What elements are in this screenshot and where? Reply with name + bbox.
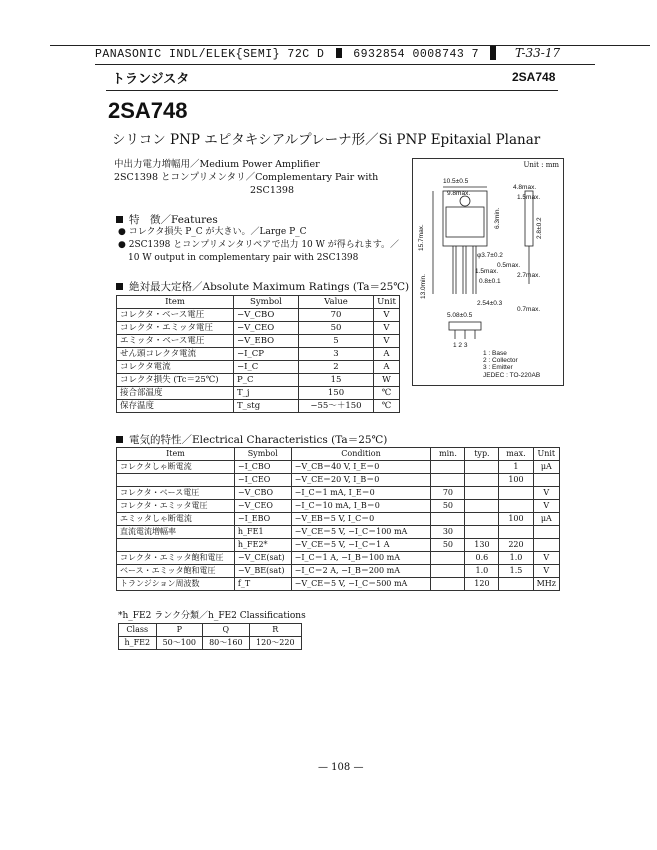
- pin-legend-emitter: 3 : Emitter: [483, 364, 513, 371]
- table-row: エミッタしゃ断電流 −I_EBO −V_EB＝5 V, I_C＝0 100 μA: [117, 513, 560, 526]
- abs-max-heading: 絶対最大定格／Absolute Maximum Ratings (Ta＝25℃): [116, 279, 409, 294]
- table-row: h_FE2* −V_CE＝5 V, −I_C＝1 A 50 130 220: [117, 539, 560, 552]
- dim-body-height: 6.3min.: [494, 207, 501, 229]
- table-row: −I_CEO −V_CE＝20 V, I_B＝0 100: [117, 474, 560, 487]
- header-line: [95, 48, 479, 61]
- unit-label: Unit : mm: [523, 161, 559, 169]
- table-row: コレクタ電流 −I_C 2 A: [117, 361, 400, 374]
- table-row: コレクタしゃ断電流 −I_CBO −V_CB＝40 V, I_E＝0 1 μA: [117, 461, 560, 474]
- features-heading: 特 徴／Features: [116, 212, 218, 227]
- application-line-2: 2SC1398 とコンプリメンタリ／Complementary Pair with: [114, 172, 379, 183]
- page-subtitle: シリコン PNP エピタキシアルプレーナ形／Si PNP Epitaxial Planar: [112, 132, 541, 148]
- dim-tab-height: 2.8±0.2: [536, 217, 543, 239]
- table-header-row: Class P Q R: [119, 624, 302, 637]
- dim-tab: 1.5max.: [517, 194, 541, 201]
- application-line-3: 2SC1398: [250, 185, 294, 196]
- table-row: コレクタ・ベース電圧 −V_CBO −I_C＝1 mA, I_E＝0 70 V: [117, 487, 560, 500]
- to220-package-drawing: [413, 159, 563, 385]
- dim-thickness: 4.8max.: [513, 184, 537, 191]
- feature-item: ● 2SC1398 とコンプリメンタリペアで出力 10 W が得られます。／: [118, 240, 400, 250]
- pin-legend-base: 1 : Base: [483, 350, 507, 357]
- dim-height-right: 2.7max.: [517, 272, 541, 279]
- dim-span: 5.08±0.5: [447, 312, 473, 319]
- table-row: コレクタ・エミッタ電圧 −V_CEO −I_C＝10 mA, I_B＝0 50 V: [117, 500, 560, 513]
- header-manufacturer: PANASONIC INDL/ELEK{SEMI} 72C D: [95, 48, 325, 61]
- table-row: コレクタ・ベース電圧 −V_CBO 70 V: [117, 309, 400, 322]
- features-list: [118, 226, 399, 265]
- page-number: — 108 —: [318, 762, 364, 773]
- title-rule: [106, 90, 558, 91]
- hfe-class-heading: *h_FE2 ランク分類／h_FE2 Classifications: [118, 611, 306, 621]
- dim-lead-shoulder: 1.5max.: [475, 268, 499, 275]
- page-title: 2SA748: [108, 98, 188, 123]
- abs-max-table: [116, 295, 400, 413]
- dim-lead-length: 13.0min.: [420, 274, 427, 299]
- dim-body-width: 9.8max.: [447, 190, 471, 197]
- header-rule-2: [95, 64, 595, 65]
- category-label: トランジスタ: [112, 71, 190, 86]
- table-row: トランジション周波数 f_T −V_CE＝5 V, −I_C＝500 mA 120 MHz: [117, 578, 560, 591]
- dim-lead-thickness: 0.5max.: [497, 262, 521, 269]
- dim-hole: φ3.7±0.2: [477, 252, 503, 259]
- table-row: ベース・エミッタ飽和電圧 −V_BE(sat) −I_C＝2 A, −I_B＝200 mA 1.0 1.5 V: [117, 565, 560, 578]
- handwritten-code: T-33-17: [515, 46, 561, 60]
- jedec-label: JEDEC : TO-220AB: [483, 372, 541, 379]
- header-barcode-text: 6932854 0008743 7: [353, 48, 480, 61]
- barcode-block: [490, 46, 496, 60]
- dim-lead-end: 0.7max.: [517, 306, 541, 313]
- table-row: コレクタ・エミッタ飽和電圧 −V_CE(sat) −I_C＝1 A, −I_B＝100 mA 0.6 1.0 V: [117, 552, 560, 565]
- part-number-right: 2SA748: [512, 70, 556, 84]
- application-block: [114, 158, 378, 197]
- dim-lead-width: 0.8±0.1: [479, 278, 501, 285]
- table-row: コレクタ損失 (Tc＝25℃) P_C 15 W: [117, 374, 400, 387]
- hfe-class-table: [118, 623, 302, 650]
- table-row: 直流電流増幅率 h_FE1 −V_CE＝5 V, −I_C＝100 mA 30: [117, 526, 560, 539]
- package-drawing-frame: [412, 158, 564, 386]
- table-header-row: Item Symbol Condition min. typ. max. Unit: [117, 448, 560, 461]
- table-row: 保存温度 T_stg −55～＋150 ℃: [117, 400, 400, 413]
- barcode-mark: [336, 48, 342, 58]
- pin-numbers: 1 2 3: [453, 342, 468, 349]
- dim-total-height: 15.7max.: [418, 224, 425, 251]
- dim-pitch: 2.54±0.3: [477, 300, 503, 307]
- table-header-row: Item Symbol Value Unit: [117, 296, 400, 309]
- table-row: 接合部温度 T_j 150 ℃: [117, 387, 400, 400]
- elec-heading: 電気的特性／Electrical Characteristics (Ta＝25℃): [116, 432, 387, 447]
- table-row: エミッタ・ベース電圧 −V_EBO 5 V: [117, 335, 400, 348]
- dim-width: 10.5±0.5: [443, 178, 469, 185]
- table-row: コレクタ・エミッタ電圧 −V_CEO 50 V: [117, 322, 400, 335]
- feature-item: ● コレクタ損失 P_C が大きい。／Large P_C: [118, 227, 307, 237]
- elec-table: [116, 447, 560, 591]
- feature-item: 10 W output in complementary pair with 2SC1398: [128, 253, 359, 263]
- application-line-1: 中出力電力増幅用／Medium Power Amplifier: [114, 159, 320, 170]
- table-row: せん頭コレクタ電流 −I_CP 3 A: [117, 348, 400, 361]
- pin-legend-collector: 2 : Collector: [483, 357, 518, 364]
- table-row: h_FE2 50～100 80～160 120～220: [119, 637, 302, 650]
